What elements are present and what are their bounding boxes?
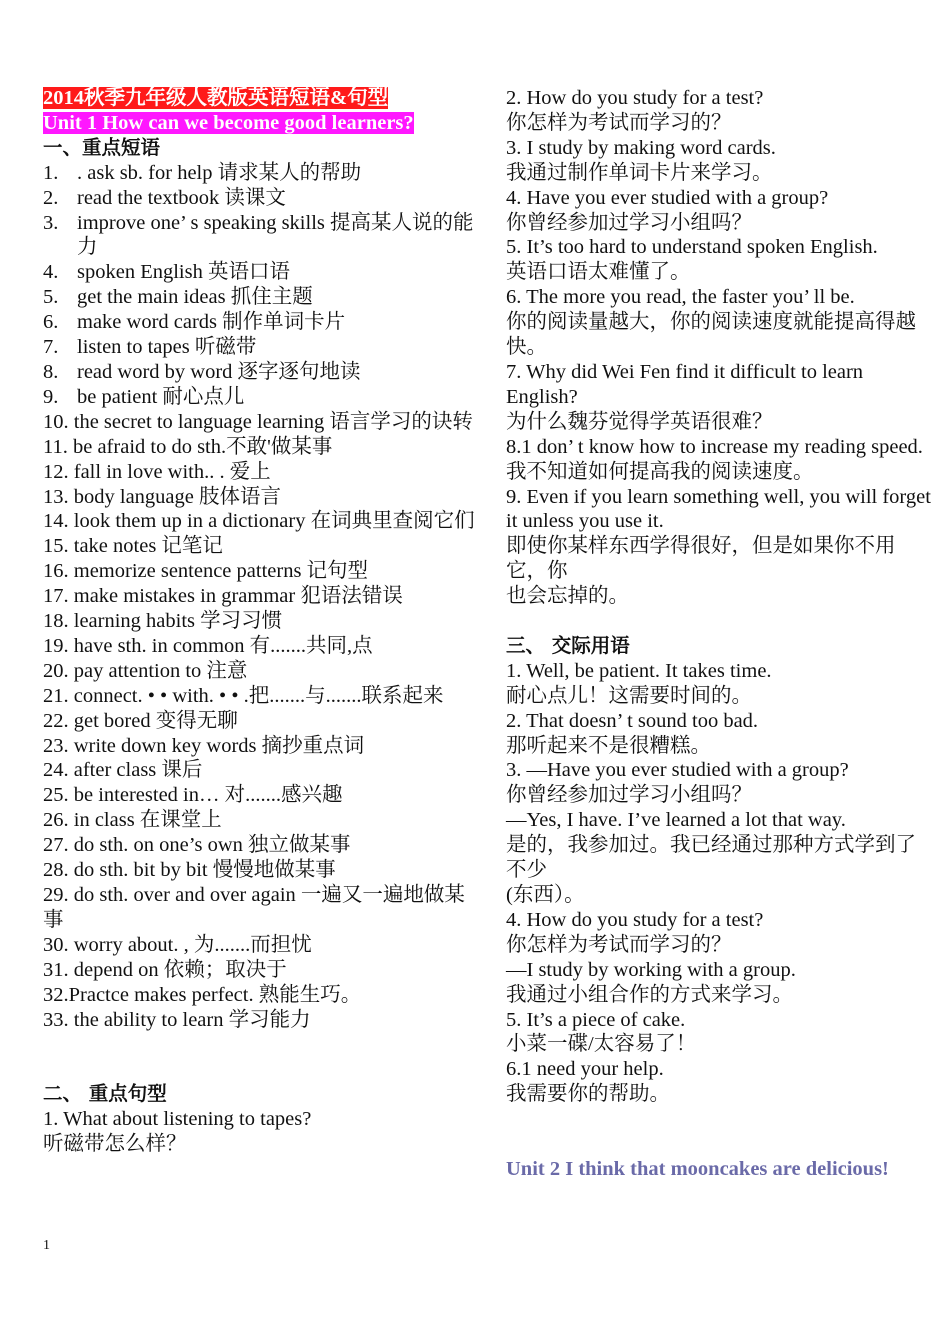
phrase-item: 26. in class 在课堂上 xyxy=(43,809,222,832)
communication-line: 1. Well, be patient. It takes time. xyxy=(506,659,772,682)
phrase-number: 6. xyxy=(43,311,59,334)
phrase-item: 30. worry about. , 为.......而担忧 xyxy=(43,933,312,956)
phrase-item xyxy=(43,161,475,186)
phrase-text: . ask sb. for help 请求某人的帮助 xyxy=(77,161,362,184)
phrase-number: 1. xyxy=(43,161,59,184)
communication-line: 你怎样为考试而学习的？ xyxy=(506,933,732,956)
sentence-line: 即使你某样东西学得很好，但是如果你不用它，你 xyxy=(506,535,896,583)
sentence-line: 2. How do you study for a test? xyxy=(506,87,764,109)
sentence-line: 为什么魏芬觉得学英语很难？ xyxy=(506,410,773,433)
communication-line: 3. —Have you ever studied with a group? xyxy=(506,759,849,782)
sentence-line: 4. Have you ever studied with a group? xyxy=(506,186,829,209)
communication-list xyxy=(506,659,936,1107)
phrase-text: read the textbook 读课文 xyxy=(77,186,286,209)
unit1-title: Unit 1 How can we become good learners? xyxy=(43,111,414,134)
phrase-number: 2. xyxy=(43,186,59,209)
spacer xyxy=(43,1032,475,1082)
unit1-line xyxy=(43,111,475,136)
phrase-item: 24. after class 课后 xyxy=(43,759,203,782)
phrase-item: 15. take notes 记笔记 xyxy=(43,535,223,558)
document-title: 2014秋季九年级人教版英语短语&句型 xyxy=(43,87,389,109)
communication-line: —Yes, I have. I’ve learned a lot that way. xyxy=(506,809,846,832)
phrase-text: get the main ideas 抓住主题 xyxy=(77,286,313,309)
sentence-list-left xyxy=(43,1107,475,1157)
sentences-heading: 二、 重点句型 xyxy=(43,1082,167,1106)
communication-line: 小菜一碟/太容易了！ xyxy=(506,1033,697,1056)
phrase-item: 22. get bored 变得无聊 xyxy=(43,709,238,732)
phrase-item: 28. do sth. bit by bit 慢慢地做某事 xyxy=(43,859,336,882)
phrase-item: 32.Practce makes perfect. 熟能生巧。 xyxy=(43,983,362,1006)
phrase-item xyxy=(43,385,475,410)
phrase-item: 19. have sth. in common 有.......共同,点 xyxy=(43,634,373,657)
communication-line: 4. How do you study for a test? xyxy=(506,908,764,931)
phrase-item: 16. memorize sentence patterns 记句型 xyxy=(43,560,369,583)
phrase-item: 14. look them up in a dictionary 在词典里查阅它们 xyxy=(43,510,475,533)
phrase-number: 7. xyxy=(43,336,59,359)
sentence-line: 你曾经参加过学习小组吗？ xyxy=(506,211,752,234)
unit2-title: Unit 2 I think that mooncakes are delicious! xyxy=(506,1157,889,1180)
sentence-line: 我通过制作单词卡片来学习。 xyxy=(506,161,773,184)
communication-line: 我通过小组合作的方式来学习。 xyxy=(506,983,793,1006)
phrase-text: listen to tapes 听磁带 xyxy=(77,336,257,359)
communication-line: 耐心点儿！这需要时间的。 xyxy=(506,684,752,707)
communication-line: 5. It’s a piece of cake. xyxy=(506,1008,686,1031)
phrase-item xyxy=(43,186,475,211)
phrase-text: spoken English 英语口语 xyxy=(77,261,290,284)
phrase-item: 11. be afraid to do sth.不敢'做某事 xyxy=(43,435,333,458)
phrase-item: 27. do sth. on one’s own 独立做某事 xyxy=(43,834,351,857)
communication-line: 你曾经参加过学习小组吗？ xyxy=(506,784,752,807)
sentence-line: 你的阅读量越大，你的阅读速度就能提高得越快。 xyxy=(506,311,916,359)
title-line xyxy=(43,86,475,111)
phrase-number: 3. xyxy=(43,211,59,234)
phrase-text: be patient 耐心点儿 xyxy=(77,385,245,408)
phrase-item xyxy=(43,335,475,360)
communication-heading: 三、 交际用语 xyxy=(506,633,630,657)
phrase-item: 20. pay attention to 注意 xyxy=(43,659,248,682)
spacer xyxy=(506,609,936,634)
phrase-item xyxy=(43,310,475,335)
sentence-line: 1. What about listening to tapes? xyxy=(43,1108,312,1131)
communication-line: 我需要你的帮助。 xyxy=(506,1083,670,1106)
phrase-item xyxy=(43,260,475,285)
phrase-item xyxy=(43,360,475,385)
sentence-line: it unless you use it. xyxy=(506,510,664,533)
phrase-number: 5. xyxy=(43,286,59,309)
phrase-text: make word cards 制作单词卡片 xyxy=(77,311,346,334)
phrase-item: 13. body language 肢体语言 xyxy=(43,485,281,508)
phrase-number: 8. xyxy=(43,360,59,383)
right-column xyxy=(506,86,936,1182)
sentence-line: 3. I study by making word cards. xyxy=(506,136,776,159)
communication-line: 2. That doesn’ t sound too bad. xyxy=(506,709,759,732)
sentence-line: 我不知道如何提高我的阅读速度。 xyxy=(506,460,814,483)
sentence-line: 7. Why did Wei Fen find it difficult to learn English? xyxy=(506,360,864,408)
sentence-line: 听磁带怎么样？ xyxy=(43,1133,187,1156)
phrase-item xyxy=(43,285,475,310)
communication-line: 那听起来不是很糟糕。 xyxy=(506,734,711,757)
communication-line: (东西）。 xyxy=(506,883,585,906)
phrase-number: 4. xyxy=(43,261,59,284)
communication-line: 是的，我参加过。我已经通过那种方式学到了不少 xyxy=(506,834,916,882)
phrase-item: 12. fall in love with.. . 爱上 xyxy=(43,460,271,483)
sentence-line: 8.1 don’ t know how to increase my reading speed. xyxy=(506,435,923,458)
phrase-list xyxy=(43,161,475,410)
sentence-line: 英语口语太难懂了。 xyxy=(506,261,691,284)
phrase-item: 10. the secret to language learning 语言学习的诀转 xyxy=(43,410,473,433)
phrase-item: 23. write down key words 摘抄重点词 xyxy=(43,734,365,757)
phrase-item: 18. learning habits 学习习惯 xyxy=(43,610,283,633)
phrase-item xyxy=(43,211,475,261)
sentence-line: 你怎样为考试而学习的？ xyxy=(506,111,732,134)
sentence-line: 5. It’s too hard to understand spoken English. xyxy=(506,236,878,259)
phrase-number: 9. xyxy=(43,385,59,408)
spacer xyxy=(506,1107,936,1157)
phrase-text: read word by word 逐字逐句地读 xyxy=(77,360,361,383)
phrase-text: improve one’ s speaking skills 提高某人说的能力 xyxy=(77,211,474,259)
phrase-item: 31. depend on 依赖；取决于 xyxy=(43,958,287,981)
sentence-line: 也会忘掉的。 xyxy=(506,585,629,608)
communication-line: —I study by working with a group. xyxy=(506,958,796,981)
phrase-item: 33. the ability to learn 学习能力 xyxy=(43,1008,311,1031)
left-column xyxy=(43,86,475,1157)
phrase-item: 25. be interested in… 对.......感兴趣 xyxy=(43,784,343,807)
sentence-line: 9. Even if you learn something well, you will forget xyxy=(506,485,931,508)
phrase-item: 29. do sth. over and over again 一遍又一遍地做某事 xyxy=(43,884,465,931)
sentence-line: 6. The more you read, the faster you’ ll be. xyxy=(506,286,855,309)
phrase-item: 17. make mistakes in grammar 犯语法错误 xyxy=(43,585,403,608)
sentence-list-right xyxy=(506,86,936,609)
phrase-item: 21. connect. • • with. • • .把.......与.......联系起来 xyxy=(43,684,444,707)
phrase-list-continued xyxy=(43,410,475,1033)
communication-line: 6.1 need your help. xyxy=(506,1058,664,1081)
phrases-heading: 一、重点短语 xyxy=(43,135,161,159)
page-number: 1 xyxy=(43,1238,50,1253)
